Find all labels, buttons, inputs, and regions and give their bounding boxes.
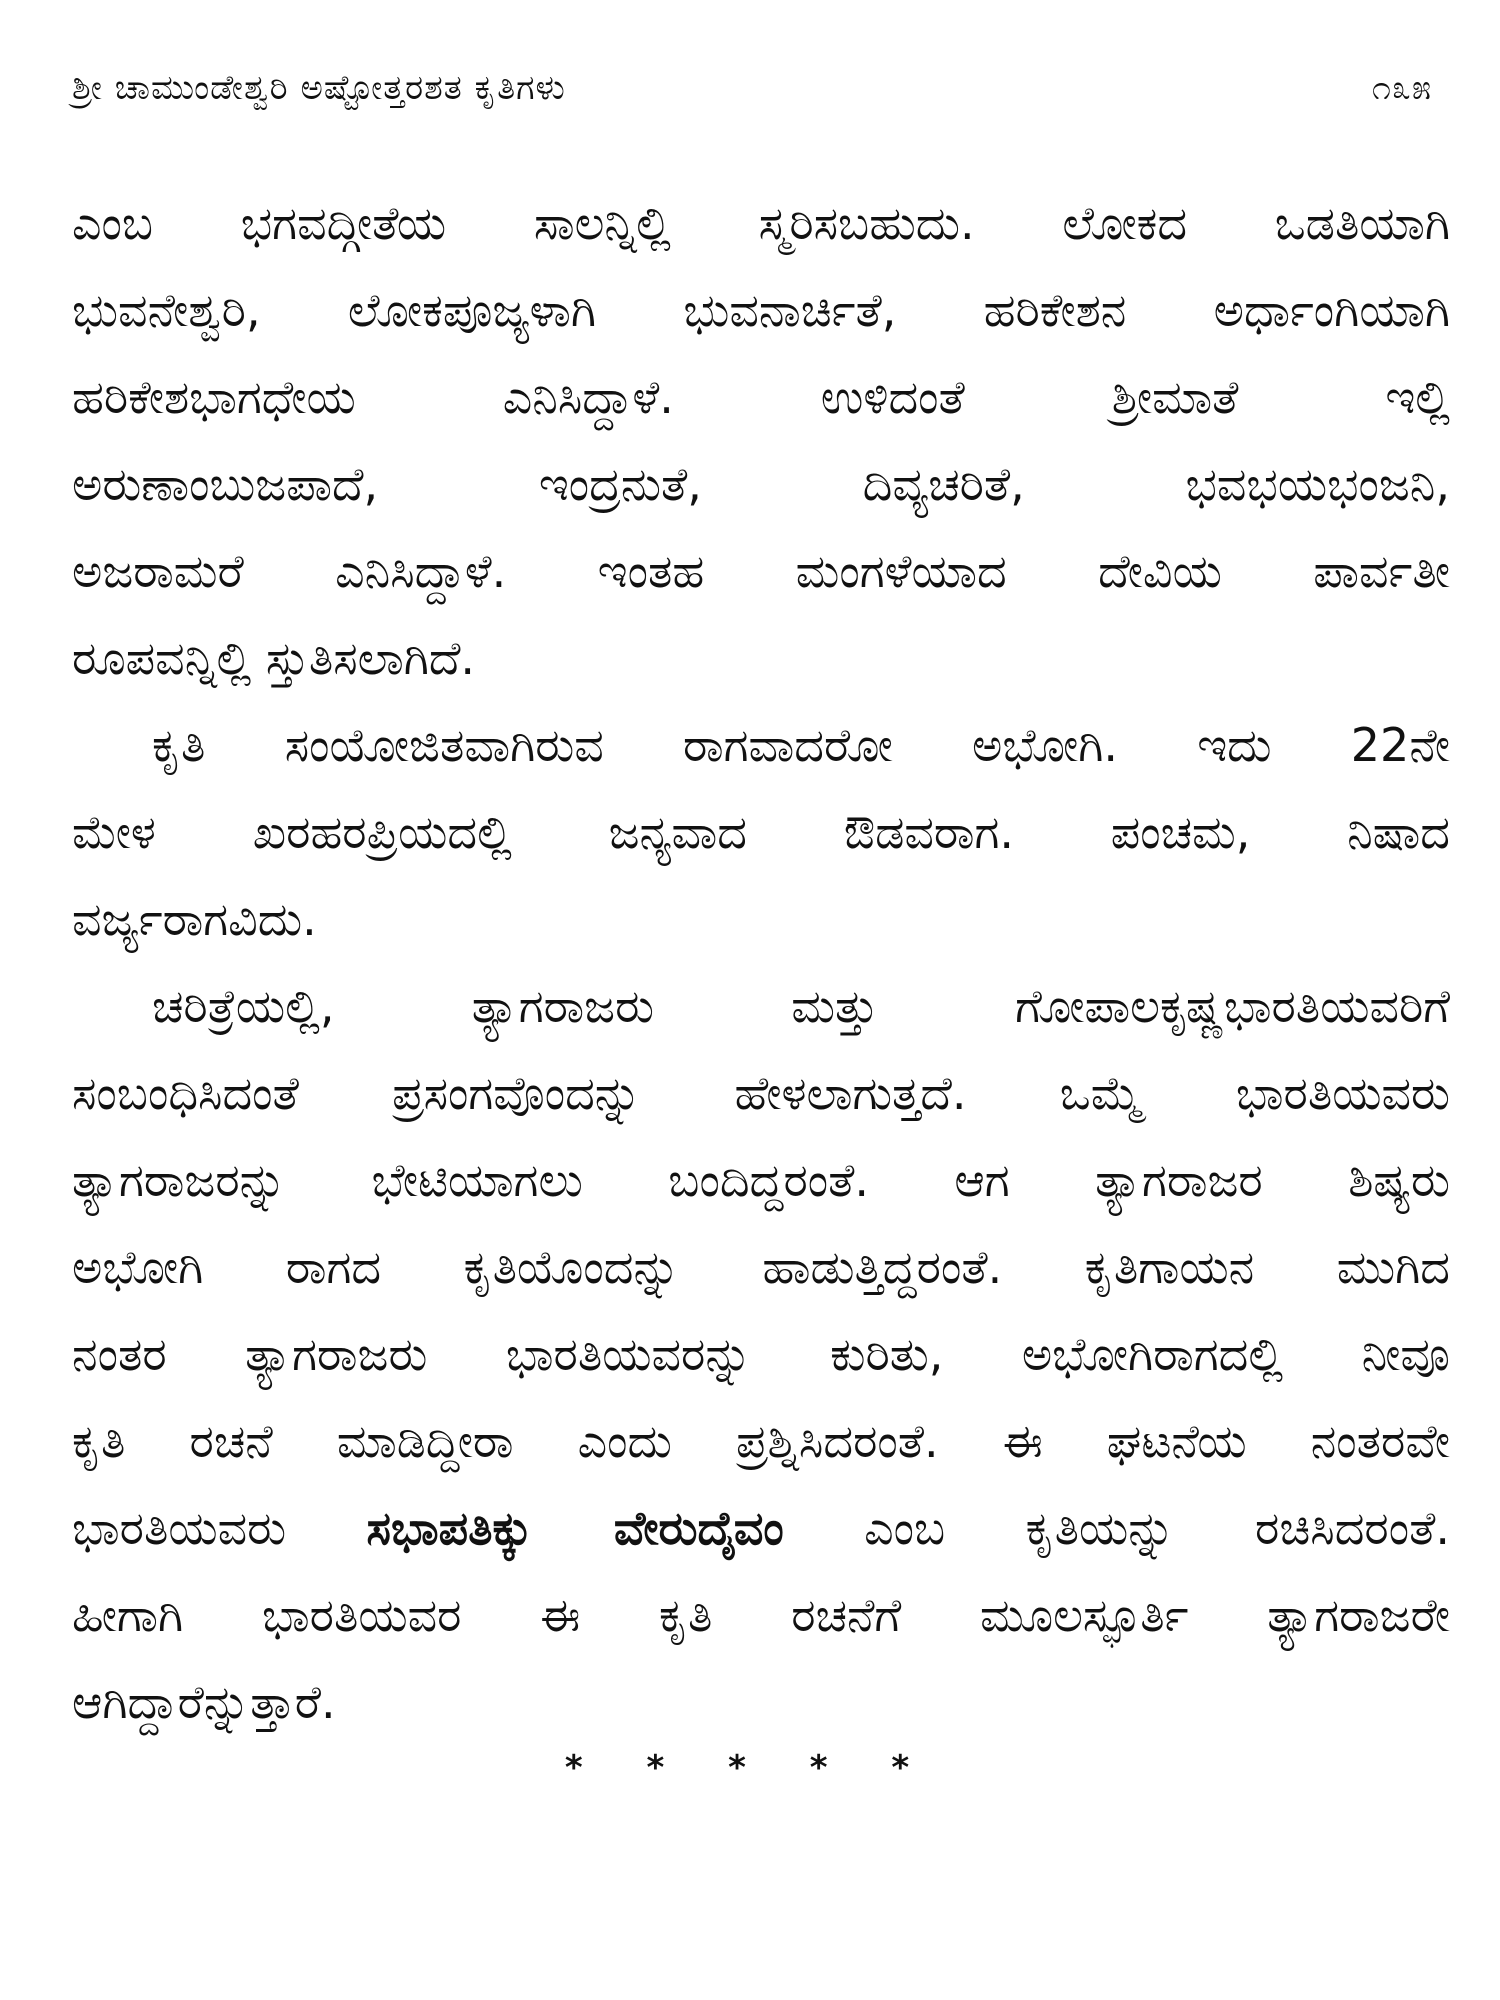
text-line: ಅರುಣಾಂಬುಜಪಾದೆ, ಇಂದ್ರನುತೆ, ದಿವ್ಯಚರಿತೆ, ಭವಭಯಭಂಜನಿ, [72,457,1450,511]
text-line: ಹರಿಕೇಶಭಾಗಧೇಯ ಎನಿಸಿದ್ದಾಳೆ. ಉಳಿದಂತೆ ಶ್ರೀಮಾತೆ ಇಲ್ಲಿ [72,370,1450,424]
header-title: ಶ್ರೀ ಚಾಮುಂಡೇಶ್ವರಿ ಅಷ್ಟೋತ್ತರಶತ ಕೃತಿಗಳು [72,68,566,108]
text-line: ಚರಿತ್ರೆಯಲ್ಲಿ, ತ್ಯಾಗರಾಜರು ಮತ್ತು ಗೋಪಾಲಕೃಷ್ಣಭಾರತಿಯವರಿಗೆ [152,979,1450,1033]
running-header [72,68,1432,108]
text-line: ತ್ಯಾಗರಾಜರನ್ನು ಭೇಟಿಯಾಗಲು ಬಂದಿದ್ದರಂತೆ. ಆಗ ತ್ಯಾಗರಾಜರ ಶಿಷ್ಯರು [72,1153,1450,1207]
page-number: ೧೩೫ [1371,68,1432,108]
paragraph-3 [72,963,1450,1746]
text-line: ಎಂಬ ಭಗವದ್ಗೀತೆಯ ಸಾಲನ್ನಿಲ್ಲಿ ಸ್ಮರಿಸಬಹುದು. ಲೋಕದ ಒಡತಿಯಾಗಿ [72,196,1450,250]
section-end-ornament: * * * * * [564,1748,936,1788]
text-line: ಅಭೋಗಿ ರಾಗದ ಕೃತಿಯೊಂದನ್ನು ಹಾಡುತ್ತಿದ್ದರಂತೆ. ಕೃತಿಗಾಯನ ಮುಗಿದ [72,1240,1450,1294]
paragraph-1 [72,180,1450,702]
text-line: ಅಜರಾಮರೆ ಎನಿಸಿದ್ದಾಳೆ. ಇಂತಹ ಮಂಗಳೆಯಾದ ದೇವಿಯ ಪಾರ್ವತೀ [72,544,1450,598]
text-line: ಆಗಿದ್ದಾರೆನ್ನುತ್ತಾರೆ. [72,1675,336,1729]
text-line: ಕೃತಿ ರಚನೆ ಮಾಡಿದ್ದೀರಾ ಎಂದು ಪ್ರಶ್ನಿಸಿದರಂತೆ. ಈ ಘಟನೆಯ ನಂತರವೇ [72,1414,1450,1468]
text-run: ಭಾರತಿಯವರು [72,1501,367,1555]
text-line-with-bold-title [72,1485,1450,1572]
text-line: ನಂತರ ತ್ಯಾಗರಾಜರು ಭಾರತಿಯವರನ್ನು ಕುರಿತು, ಅಭೋಗಿರಾಗದಲ್ಲಿ ನೀವೂ [72,1327,1450,1381]
text-line: ಕೃತಿ ಸಂಯೋಜಿತವಾಗಿರುವ ರಾಗವಾದರೋ ಅಭೋಗಿ. ಇದು 22ನೇ [152,718,1450,772]
text-line: ಸಂಬಂಧಿಸಿದಂತೆ ಪ್ರಸಂಗವೊಂದನ್ನು ಹೇಳಲಾಗುತ್ತದೆ. ಒಮ್ಮೆ ಭಾರತಿಯವರು [72,1066,1450,1120]
kriti-title: ಸಭಾಪತಿಕ್ಕು ವೇರುದೈವಂ [366,1501,784,1555]
text-line: ರೂಪವನ್ನಿಲ್ಲಿ ಸ್ತುತಿಸಲಾಗಿದೆ. [72,631,476,685]
paragraph-2 [72,702,1450,963]
body-text [72,180,1450,1746]
text-line: ಭುವನೇಶ್ವರಿ, ಲೋಕಪೂಜ್ಯಳಾಗಿ ಭುವನಾರ್ಚಿತೆ, ಹರಿಕೇಶನ ಅರ್ಧಾಂಗಿಯಾಗಿ [72,283,1450,337]
text-line: ವರ್ಜ್ಯರಾಗವಿದು. [72,892,317,946]
text-run: ಎಂಬ ಕೃತಿಯನ್ನು ರಚಿಸಿದರಂತೆ. [783,1501,1450,1555]
text-line: ಹೀಗಾಗಿ ಭಾರತಿಯವರ ಈ ಕೃತಿ ರಚನೆಗೆ ಮೂಲಸ್ಫೂರ್ತಿ ತ್ಯಾಗರಾಜರೇ [72,1588,1450,1642]
text-line: ಮೇಳ ಖರಹರಪ್ರಿಯದಲ್ಲಿ ಜನ್ಯವಾದ ಔಡವರಾಗ. ಪಂಚಮ, ನಿಷಾದ [72,805,1450,859]
